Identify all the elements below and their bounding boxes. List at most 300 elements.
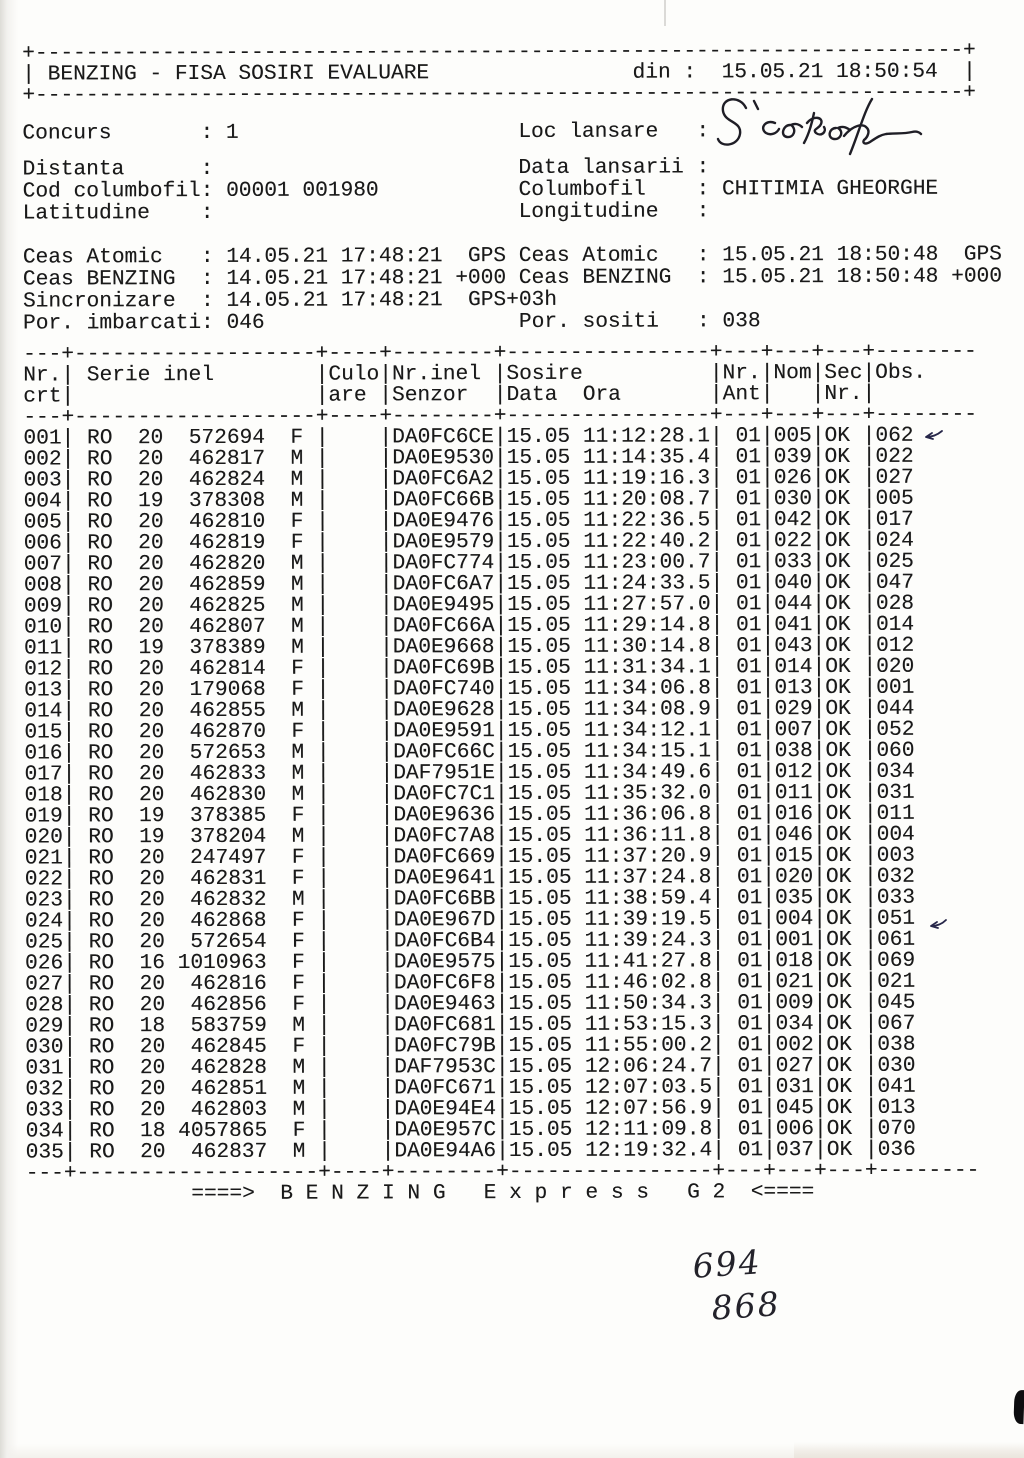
header-col-nr-ant: Nr.	[722, 361, 761, 386]
cell-col-serie-inel: RO 20 179068 F	[75, 677, 317, 703]
table-row: 007| RO 20 462820 M | |DA0FC774|15.05 11:23:00.7| 01|033|OK |025	[23, 549, 914, 577]
table-row: 035| RO 20 462837 M | |DA0E94A6|15.05 12:19:32.4| 01|037|OK |036	[25, 1137, 916, 1165]
table-separator: ---+-------------------+----+--------+----------------+---+---+---+--------	[25, 1158, 980, 1186]
cell-col-nom: 009	[775, 991, 814, 1016]
cell-col-nr-crt: 018	[24, 783, 63, 808]
cell-col-sosire: 15.05 11:34:15.1	[507, 739, 712, 765]
cell-col-nom: 034	[775, 1012, 814, 1037]
cell-col-sec-nr: OK	[824, 444, 863, 470]
cell-col-serie-inel: RO 20 462832 M	[75, 887, 318, 913]
clock-right-value: 15.05.21 18:50:48 GPS	[722, 242, 1002, 268]
cell-col-obs: 060	[876, 738, 915, 763]
table-row: 021| RO 20 247497 F | |DA0FC669|15.05 11:37:20.9| 01|015|OK |003	[24, 843, 915, 871]
cell-col-nr-ant: 01	[724, 991, 763, 1016]
scan-artifact-shade	[794, 1442, 1024, 1458]
cell-col-sec-nr: OK	[826, 927, 865, 953]
cell-col-senzor: DA0FC6CE	[392, 425, 494, 450]
cell-col-sec-nr: OK	[826, 1032, 865, 1058]
table-row: 006| RO 20 462819 F | |DA0E9579|15.05 11:22:40.2| 01|022|OK |024	[23, 528, 914, 556]
cell-col-sosire: 15.05 12:07:56.9	[508, 1096, 713, 1122]
cell-col-obs: 005	[875, 486, 914, 511]
cell-col-nr-ant: 01	[724, 865, 763, 890]
table-row: 023| RO 20 462832 M | |DA0FC6BB|15.05 11:38:59.4| 01|035|OK |033	[24, 885, 915, 913]
cell-col-nr-ant: 01	[722, 487, 762, 512]
cell-col-nr-crt: 009	[23, 594, 63, 619]
cell-col-senzor: DA0E94E4	[394, 1097, 496, 1122]
cell-col-nom: 018	[775, 949, 814, 974]
cell-col-nr-crt: 028	[25, 993, 64, 1018]
cell-col-sec-nr: OK	[826, 1116, 865, 1142]
cell-col-obs: 004	[876, 822, 915, 847]
table-row: 033| RO 20 462803 M | |DA0E94E4|15.05 12:07:56.9| 01|045|OK |013	[25, 1095, 916, 1123]
cell-col-obs: 003	[876, 843, 915, 868]
table-row: 003| RO 20 462824 M | |DA0FC6A2|15.05 11:19:16.3| 01|026|OK |027	[23, 465, 914, 493]
cell-col-sosire: 15.05 11:36:06.8	[507, 802, 712, 828]
cell-col-obs: 031	[876, 780, 915, 805]
cell-col-obs: 052	[876, 717, 915, 742]
cell-col-sec-nr: OK	[825, 654, 864, 680]
cell-col-serie-inel: RO 20 572654 F	[75, 929, 318, 955]
cell-col-nr-ant: 01	[723, 718, 762, 743]
footer-line: ====> B E N Z I N G E x p r e s s G 2 <====	[191, 1180, 815, 1207]
scan-artifact-blob	[1013, 1390, 1024, 1424]
cell-col-nom: 020	[774, 865, 814, 890]
table-row: 008| RO 20 462859 M | |DA0FC6A7|15.05 11:24:33.5| 01|040|OK |047	[23, 570, 914, 598]
cell-col-sec-nr: OK	[825, 906, 865, 932]
cell-col-nr-crt: 033	[25, 1098, 64, 1123]
cell-col-sec-nr: OK	[825, 864, 865, 890]
cell-col-obs: 067	[877, 1011, 916, 1036]
cell-col-sosire: 15.05 11:19:16.3	[506, 466, 711, 492]
cell-col-nr-ant: 01	[723, 802, 763, 827]
cell-col-nr-ant: 01	[723, 634, 762, 659]
cell-col-obs: 021	[877, 969, 916, 994]
table-row: 010| RO 20 462807 M | |DA0FC66A|15.05 11:29:14.8| 01|041|OK |014	[23, 612, 915, 640]
cell-col-sec-nr: OK	[824, 570, 864, 596]
cell-col-sec-nr: OK	[826, 1011, 865, 1037]
table-header-row-2: crt| |are |Senzor |Data Ora |Ant| |Nr.|	[23, 383, 1024, 407]
cell-col-nom: 012	[774, 760, 813, 785]
cell-col-sosire: 15.05 11:39:19.5	[508, 907, 712, 933]
cell-col-senzor: DA0E9476	[392, 509, 495, 534]
cell-col-sec-nr: OK	[826, 1053, 865, 1079]
cell-col-nom: 016	[774, 802, 813, 827]
table-row: 018| RO 20 462830 M | |DA0FC7C1|15.05 11:35:32.0| 01|011|OK |031	[24, 780, 915, 808]
info-line-3: Cod columbofil: 00001 001980 Columbofil : CHITIMIA GHEORGHE	[22, 176, 939, 204]
cell-col-sec-nr: OK	[825, 843, 864, 869]
table-row: 029| RO 18 583759 M | |DA0FC681|15.05 11:53:15.3| 01|034|OK |067	[25, 1011, 916, 1039]
cell-col-nr-ant: 01	[724, 1054, 763, 1079]
header-col-sec-nr: Nr.	[824, 381, 863, 407]
cell-col-senzor: DA0E957C	[394, 1118, 497, 1143]
table-row: 032| RO 20 462851 M | |DA0FC671|15.05 12:07:03.5| 01|031|OK |041	[25, 1074, 916, 1102]
table-row: 020| RO 19 378204 M | |DA0FC7A8|15.05 11:36:11.8| 01|046|OK |004	[24, 822, 915, 850]
cell-col-serie-inel: RO 19 378204 M	[75, 824, 318, 850]
cell-col-serie-inel: RO 20 462825 M	[74, 593, 317, 619]
cell-col-nr-ant: 01	[724, 1138, 764, 1163]
cell-col-nom: 042	[773, 508, 813, 533]
cell-col-nr-crt: 019	[24, 804, 63, 829]
pen-mark-row-001	[924, 428, 944, 442]
cell-col-sec-nr: OK	[824, 465, 863, 491]
cell-col-nr-crt: 020	[24, 825, 63, 850]
cell-col-sec-nr: OK	[824, 486, 863, 512]
cell-col-sosire: 15.05 12:11:09.8	[508, 1117, 713, 1143]
cell-col-nom: 005	[773, 424, 812, 449]
cell-col-nr-ant: 01	[723, 655, 762, 680]
cell-col-obs: 036	[877, 1137, 916, 1162]
cell-col-obs: 047	[875, 570, 914, 595]
cell-col-sec-nr: OK	[825, 801, 864, 827]
cell-col-serie-inel: RO 20 462814 F	[74, 656, 317, 682]
cell-col-serie-inel: RO 20 462819 F	[74, 530, 317, 556]
cell-col-sosire: 15.05 11:12:28.1	[506, 424, 711, 450]
cell-col-sosire: 15.05 12:06:24.7	[508, 1054, 713, 1080]
cell-col-sosire: 15.05 11:39:24.3	[508, 928, 712, 954]
clock-left-value: 14.05.21 17:48:21 GPS+03h	[226, 287, 558, 313]
cell-col-nr-crt: 032	[25, 1077, 64, 1102]
header-col-sec-nr: Sec	[824, 360, 863, 386]
table-separator: ---+-------------------+----+--------+----------------+---+---+---+--------	[23, 402, 977, 430]
cell-col-sec-nr: OK	[824, 528, 863, 554]
cell-col-serie-inel: RO 20 462845 F	[76, 1034, 318, 1060]
cell-col-nr-ant: 01	[723, 529, 762, 554]
cell-col-obs: 041	[877, 1074, 916, 1099]
cell-col-serie-inel: RO 19 378308 M	[74, 488, 317, 514]
cell-col-senzor: DA0FC681	[393, 1013, 496, 1038]
box-title-line: | BENZING - FISA SOSIRI EVALUARE din : 15.05.21 18:50:54 |	[22, 59, 976, 87]
printed-date-value: 15.05.21 18:50:54	[721, 59, 938, 85]
table-separator: ---+-------------------+----+--------+----------------+---+---+---+--------	[23, 339, 977, 367]
cell-col-nom: 046	[774, 823, 814, 848]
cell-col-sosire: 15.05 11:50:34.3	[508, 991, 712, 1017]
cell-col-nr-ant: 01	[724, 928, 763, 953]
cell-col-sec-nr: OK	[825, 612, 864, 638]
clock-left-value: 14.05.21 17:48:21 GPS	[226, 244, 507, 269]
cell-col-nr-ant: 01	[724, 1012, 763, 1037]
cell-col-sec-nr: OK	[825, 885, 865, 911]
cell-col-nr-crt: 015	[24, 720, 63, 745]
cell-col-obs: 062	[875, 423, 914, 448]
cell-col-nr-ant: 01	[723, 760, 762, 785]
cell-col-serie-inel: RO 20 462828 M	[76, 1055, 318, 1081]
cell-col-senzor: DA0E94A6	[394, 1139, 497, 1164]
cell-col-senzor: DA0FC66A	[392, 614, 495, 639]
cell-col-nom: 043	[774, 634, 813, 659]
cell-col-senzor: DA0E9641	[393, 866, 496, 891]
cell-col-obs: 033	[876, 885, 915, 910]
cell-col-sosire: 15.05 11:37:24.8	[507, 865, 712, 891]
cell-col-sosire: 15.05 11:34:06.8	[507, 676, 711, 702]
cell-col-serie-inel: RO 20 462870 F	[75, 719, 317, 745]
handwritten-number-bottom: 868	[710, 1283, 782, 1328]
handwritten-number-top: 694	[691, 1242, 763, 1286]
info-left-label: Distanta	[22, 156, 201, 182]
cell-col-nr-crt: 017	[24, 762, 63, 787]
cell-col-nr-ant: 01	[723, 844, 763, 869]
cell-col-serie-inel: RO 20 462855 M	[75, 698, 317, 724]
header-col-nom: Nom	[773, 361, 812, 386]
document-title: BENZING - FISA SOSIRI EVALUARE	[47, 60, 633, 87]
cell-col-senzor: DA0FC669	[393, 845, 496, 870]
cell-col-sec-nr: OK	[825, 759, 864, 785]
cell-col-senzor: DA0FC740	[392, 677, 495, 702]
cell-col-sosire: 15.05 11:37:20.9	[507, 844, 712, 870]
cell-col-serie-inel: RO 20 462810 F	[74, 509, 317, 535]
table-row: 016| RO 20 572653 M | |DA0FC66C|15.05 11:34:15.1| 01|038|OK |060	[24, 738, 915, 766]
cell-col-obs: 045	[877, 990, 916, 1015]
handwritten-signature-loc-lansare	[712, 90, 926, 178]
cell-col-sec-nr: OK	[824, 423, 863, 449]
table-row: 031| RO 20 462828 M | |DAF7953C|15.05 12:06:24.7| 01|027|OK |030	[25, 1053, 916, 1081]
table-row: 028| RO 20 462856 F | |DA0E9463|15.05 11:50:34.3| 01|009|OK |045	[25, 990, 916, 1018]
cell-col-nom: 007	[774, 718, 813, 743]
table-row: 013| RO 20 179068 F | |DA0FC740|15.05 11:34:06.8| 01|013|OK |001	[24, 675, 915, 703]
cell-col-serie-inel: RO 20 462859 M	[74, 572, 317, 598]
clock-right-value: 038	[722, 309, 761, 334]
cell-col-sosire: 15.05 11:20:08.7	[506, 487, 711, 513]
cell-col-obs: 032	[876, 864, 915, 889]
cell-col-nr-ant: 01	[722, 424, 761, 449]
handwritten-numbers	[691, 1235, 837, 1331]
cell-col-obs: 069	[876, 948, 916, 973]
cell-col-obs: 061	[876, 927, 916, 952]
cell-col-nr-ant: 01	[724, 1096, 764, 1121]
cell-col-nom: 030	[773, 487, 812, 512]
cell-col-serie-inel: RO 19 378389 M	[74, 635, 317, 661]
cell-col-sosire: 15.05 11:24:33.5	[506, 571, 711, 597]
header-col-sosire: Data Ora	[506, 382, 710, 408]
cell-col-senzor: DAF7951E	[393, 761, 495, 786]
table-row: 014| RO 20 462855 M | |DA0E9628|15.05 11:34:08.9| 01|029|OK |044	[24, 696, 915, 724]
pen-mark-row-024	[928, 916, 948, 930]
cell-col-serie-inel: RO 20 462831 F	[75, 866, 318, 892]
cell-col-nr-ant: 01	[724, 1117, 764, 1142]
cell-col-obs: 014	[875, 612, 915, 637]
cell-col-sosire: 15.05 11:36:11.8	[507, 823, 712, 849]
cell-col-serie-inel: RO 20 572653 M	[75, 740, 317, 766]
cell-col-nr-ant: 01	[723, 571, 762, 596]
cell-col-obs: 038	[877, 1032, 916, 1057]
cell-col-serie-inel: RO 20 572694 F	[74, 425, 316, 451]
cell-col-nom: 037	[775, 1138, 815, 1163]
table-row: 030| RO 20 462845 F | |DA0FC79B|15.05 11:55:00.2| 01|002|OK |038	[25, 1032, 916, 1060]
cell-col-senzor: DA0E9575	[393, 950, 496, 975]
cell-col-nom: 035	[775, 886, 814, 911]
cell-col-sosire: 15.05 11:14:35.4	[506, 445, 711, 471]
cell-col-nr-crt: 014	[24, 699, 63, 724]
cell-col-sec-nr: OK	[826, 990, 865, 1016]
cell-col-nr-ant: 01	[724, 970, 763, 995]
table-row: 011| RO 19 378389 M | |DA0E9668|15.05 11:30:14.8| 01|043|OK |012	[23, 633, 915, 661]
cell-col-nr-crt: 029	[25, 1014, 64, 1039]
cell-col-obs: 024	[875, 528, 914, 553]
info-right-label: Loc lansare	[518, 119, 697, 144]
table-row: 017| RO 20 462833 M | |DAF7951E|15.05 11:34:49.6| 01|012|OK |034	[24, 759, 915, 787]
cell-col-nr-crt: 001	[23, 426, 62, 451]
clock-line-3: Sincronizare : 14.05.21 17:48:21 GPS+03h	[22, 287, 558, 314]
header-col-sosire: Sosire	[506, 361, 710, 387]
cell-col-nom: 029	[774, 697, 813, 722]
cell-col-sec-nr: OK	[824, 591, 864, 617]
cell-col-serie-inel: RO 18 4057865 F	[76, 1118, 319, 1144]
cell-col-nr-ant: 01	[722, 466, 762, 491]
cell-col-nom: 022	[773, 529, 813, 554]
cell-col-serie-inel: RO 20 462820 M	[74, 551, 317, 577]
cell-col-nom: 011	[774, 781, 813, 806]
cell-col-nr-crt: 007	[23, 552, 62, 577]
info-line-1: Concurs : 1 Loc lansare :	[22, 119, 722, 146]
cell-col-obs: 020	[876, 654, 915, 679]
cell-col-senzor: DA0FC7A8	[393, 824, 496, 849]
cell-col-sosire: 15.05 12:07:03.5	[508, 1075, 713, 1101]
cell-col-serie-inel: RO 18 583759 M	[76, 1013, 318, 1039]
cell-col-obs: 025	[875, 549, 914, 574]
cell-col-serie-inel: RO 20 462817 M	[74, 446, 316, 472]
cell-col-senzor: DA0E9495	[392, 593, 495, 618]
cell-col-nom: 015	[774, 844, 814, 869]
cell-col-senzor: DA0FC6B4	[393, 929, 496, 954]
clock-right-label: Ceas BENZING	[518, 265, 697, 290]
cell-col-nom: 014	[774, 655, 813, 680]
clock-section	[23, 243, 1024, 334]
cell-col-sosire: 15.05 11:35:32.0	[507, 781, 712, 807]
cell-col-sosire: 15.05 11:22:36.5	[506, 508, 711, 534]
cell-col-nr-crt: 031	[25, 1056, 64, 1081]
header-col-nr-ant: Ant	[722, 382, 761, 407]
cell-col-nom: 006	[775, 1117, 814, 1142]
cell-col-sec-nr: OK	[826, 1074, 865, 1100]
cell-col-nr-crt: 005	[23, 510, 62, 535]
header-col-nr-crt: crt	[23, 384, 62, 409]
cell-col-obs: 012	[875, 633, 915, 658]
header-col-senzor: Nr.inel	[391, 362, 494, 387]
cell-col-senzor: DA0FC774	[392, 551, 495, 576]
cell-col-nr-crt: 003	[23, 468, 62, 493]
cell-col-nr-crt: 011	[23, 636, 63, 661]
cell-col-senzor: DA0E9636	[393, 803, 496, 828]
cell-col-obs: 017	[875, 507, 914, 532]
cell-col-nr-ant: 01	[723, 739, 762, 764]
cell-col-nr-ant: 01	[723, 613, 762, 638]
cell-col-serie-inel: RO 20 462803 M	[76, 1097, 318, 1123]
cell-col-senzor: DA0FC671	[394, 1076, 496, 1101]
info-line-2: Distanta : Data lansarii :	[22, 155, 722, 182]
cell-col-sec-nr: OK	[825, 633, 864, 659]
cell-col-senzor: DA0FC6BB	[393, 887, 496, 912]
cell-col-senzor: DAF7953C	[394, 1055, 496, 1080]
cell-col-nom: 001	[775, 928, 814, 953]
cell-col-nr-ant: 01	[724, 949, 763, 974]
table-row: 027| RO 20 462816 F | |DA0FC6F8|15.05 11:46:02.8| 01|021|OK |021	[25, 969, 916, 997]
cell-col-nr-crt: 022	[24, 867, 63, 892]
cell-col-serie-inel: RO 20 462816 F	[75, 971, 318, 997]
cell-col-nom: 044	[774, 592, 813, 617]
cell-col-sosire: 15.05 12:19:32.4	[508, 1138, 713, 1164]
cell-col-sec-nr: OK	[825, 738, 864, 764]
cell-col-senzor: DA0E9530	[392, 446, 494, 471]
cell-col-sec-nr: OK	[825, 717, 864, 743]
cell-col-nr-ant: 01	[722, 508, 762, 533]
cell-col-nr-ant: 01	[724, 1075, 763, 1100]
header-col-culoare: Culo	[328, 362, 380, 387]
header-col-nr-crt: Nr.	[23, 363, 62, 388]
cell-col-nom: 026	[773, 466, 812, 491]
table-row: 022| RO 20 462831 F | |DA0E9641|15.05 11:37:24.8| 01|020|OK |032	[24, 864, 915, 892]
cell-col-serie-inel: RO 19 378385 F	[75, 803, 318, 829]
cell-col-obs: 051	[876, 906, 916, 931]
cell-col-obs: 044	[876, 696, 915, 721]
cell-col-sec-nr: OK	[826, 1137, 865, 1163]
table-row: 002| RO 20 462817 M | |DA0E9530|15.05 11:14:35.4| 01|039|OK |022	[23, 444, 914, 472]
info-right-value: CHITIMIA GHEORGHE	[721, 176, 939, 202]
cell-col-senzor: DA0FC66C	[393, 740, 495, 765]
clock-right-value: 15.05.21 18:50:48 +000	[722, 264, 1003, 290]
cell-col-senzor: DA0FC6A7	[392, 572, 495, 597]
table-row: 025| RO 20 572654 F | |DA0FC6B4|15.05 11:39:24.3| 01|001|OK |061	[24, 927, 916, 955]
cell-col-nr-ant: 01	[723, 781, 763, 806]
cell-col-sosire: 15.05 11:22:40.2	[506, 529, 711, 555]
cell-col-serie-inel: RO 20 462868 F	[75, 908, 318, 934]
cell-col-serie-inel: RO 20 462824 M	[74, 467, 316, 493]
clock-right-label: Por. sositi	[518, 309, 697, 334]
cell-col-nr-ant: 01	[723, 550, 762, 575]
cell-col-sec-nr: OK	[824, 549, 864, 575]
cell-col-senzor: DA0E9463	[393, 992, 496, 1017]
cell-col-nom: 038	[774, 739, 813, 764]
printed-date-label: din :	[632, 60, 697, 85]
scan-artifact-line	[664, 0, 666, 26]
clock-left-label: Ceas BENZING	[22, 266, 201, 292]
cell-col-nr-crt: 006	[23, 531, 62, 556]
info-left-label: Cod columbofil	[22, 178, 201, 204]
cell-col-senzor: DA0E967D	[393, 908, 496, 933]
cell-col-serie-inel: RO 20 462851 M	[76, 1076, 318, 1102]
cell-col-sec-nr: OK	[826, 1095, 865, 1121]
cell-col-sec-nr: OK	[825, 675, 864, 701]
cell-col-sosire: 15.05 11:55:00.2	[508, 1033, 712, 1059]
cell-col-senzor: DA0E9579	[392, 530, 495, 555]
cell-col-nr-crt: 027	[25, 972, 64, 997]
cell-col-nr-ant: 01	[724, 1033, 763, 1058]
header-col-serie-inel: Serie inel	[74, 362, 316, 388]
info-left-label: Concurs	[22, 120, 201, 146]
cell-col-nr-crt: 026	[24, 951, 64, 976]
cell-col-obs: 001	[876, 675, 915, 700]
header-col-culoare: are	[328, 383, 380, 408]
box-border-top: +-------------------------------------------------------------------------+	[22, 38, 976, 66]
cell-col-senzor: DA0E9628	[392, 698, 495, 723]
table-row: 005| RO 20 462810 F | |DA0E9476|15.05 11:22:36.5| 01|042|OK |017	[23, 507, 914, 535]
cell-col-nr-crt: 010	[23, 615, 63, 640]
info-right-label: Data lansarii	[518, 155, 697, 180]
cell-col-nr-crt: 035	[25, 1140, 64, 1165]
cell-col-sec-nr: OK	[824, 507, 863, 533]
cell-col-obs: 028	[875, 591, 915, 616]
cell-col-senzor: DA0FC7C1	[393, 782, 496, 807]
info-left-label: Latitudine	[22, 200, 201, 226]
cell-col-senzor: DA0E9591	[393, 719, 495, 744]
cell-col-nom: 040	[774, 571, 813, 596]
cell-col-sec-nr: OK	[825, 696, 864, 722]
cell-col-nr-ant: 01	[723, 697, 762, 722]
cell-col-sosire: 15.05 11:41:27.8	[508, 949, 712, 975]
cell-col-obs: 030	[877, 1053, 916, 1078]
clock-left-value: 14.05.21 17:48:21 +000	[226, 266, 507, 291]
cell-col-senzor: DA0FC79B	[393, 1034, 496, 1059]
cell-col-nom: 002	[775, 1033, 814, 1058]
cell-col-sec-nr: OK	[826, 948, 865, 974]
